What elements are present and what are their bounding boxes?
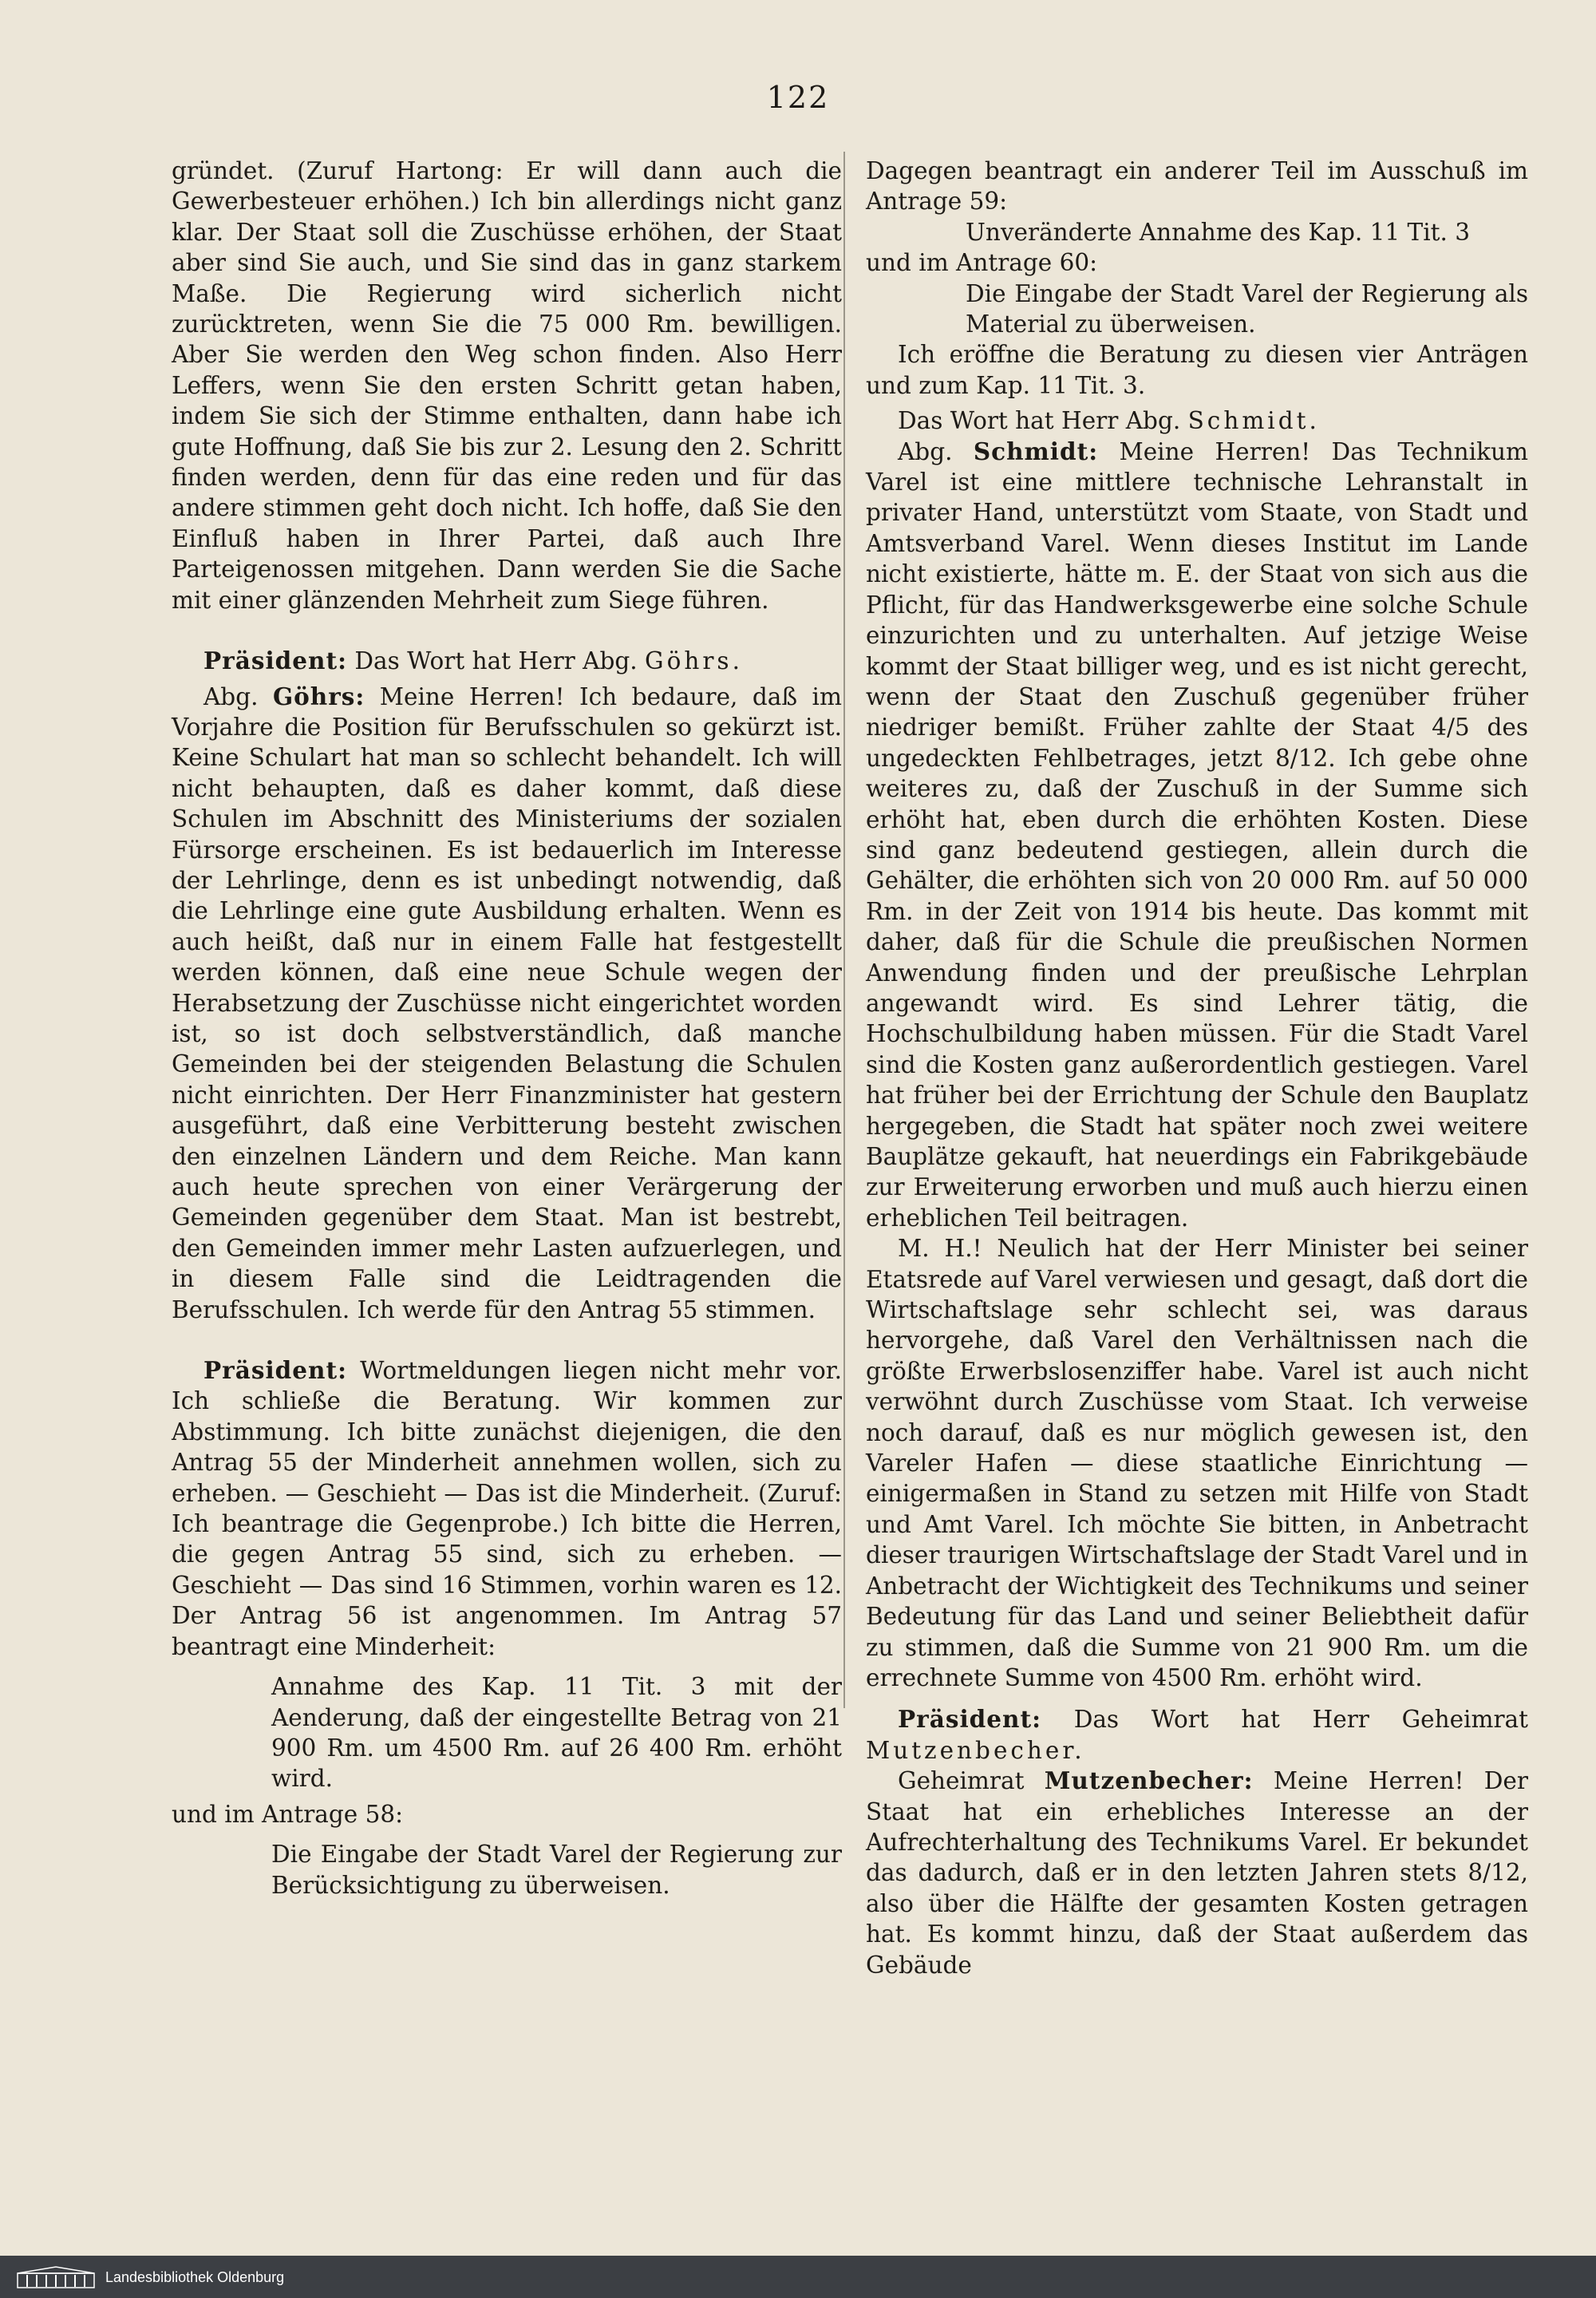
speaker-name: Mutzenbecher. <box>866 1736 1085 1764</box>
speaker-label: Präsident: <box>203 1356 348 1385</box>
title-prefix: Geheimrat <box>898 1767 1025 1795</box>
footer <box>16 2265 284 2289</box>
speaker-name: Göhrs. <box>645 647 743 675</box>
paragraph <box>866 437 1528 1234</box>
motion-quote: Annahme des Kap. 11 Tit. 3 mit der Aenderung, daß der eingestellte Betrag von 21 900 Rm. um 4500 Rm. auf 26 400 Rm. erhöht wird. <box>271 1673 842 1793</box>
speech-text: Das Wort hat Herr Abg. <box>898 407 1181 435</box>
speech-text: Das Wort hat Herr Geheimrat <box>1073 1706 1528 1734</box>
paragraph: und im Antrage 60: <box>866 249 1098 277</box>
motion-quote: Die Eingabe der Stadt Varel der Regierung zur Berücksichtigung zu überweisen. <box>271 1841 842 1899</box>
paragraph <box>172 1355 842 1662</box>
library-name: Landesbibliothek Oldenburg <box>105 2268 285 2285</box>
title-prefix: Abg. <box>898 437 953 465</box>
motion-quote: Unveränderte Annahme des Kap. 11 Tit. 3 <box>966 218 1471 246</box>
speech-text: Meine Herren! Das Technikum Varel ist eine mittlere technische Lehranstalt in privater Hand, unterstützt vom Staate, von Stadt und Amtsverband Varel. Wenn dieses Institut im Lande nicht existierte, hätte m. E. der Staat von sich aus die Pflicht, für das Handwerksgewerbe eine solche Schule einzurichten und zu unterhalten. Auf jetzige Weise kommt der Staat billiger weg, und es ist nicht gerecht, wenn der Staat den Zuschuß gegenüber früher niedriger bemißt. Früher zahlte der Staat 4/5 des ungedeckten Fehlbetrages, jetzt 8/12. Ich gebe ohne weiteres zu, daß der Zuschuß in der Summe sich erhöht hat, eben durch die erhöhten Kosten. Diese sind ganz bedeutend gestiegen, allein durch die Gehälter, die erhöhten sich von 20 000 Rm. auf 50 000 Rm. in der Zeit von 1914 bis heute. Das kommt mit daher, daß für die Schule die preußischen Normen Anwendung finden und der preußische Lehrplan angewandt wird. Es sind Lehrer tätig, die Hochschulbildung haben müssen. Für die Stadt Varel sind die Kosten ganz außerordentlich gestiegen. Varel hat früher bei der Errichtung der Schule den Bauplatz hergegeben, die Stadt hat später noch zwei weitere Bauplätze gekauft, hat neuerdings ein Fabrikgebäude zur Erweiterung erworben und muß auch hierzu einen erheblichen Teil beitragen. <box>866 437 1528 1232</box>
title-prefix: Abg. <box>203 682 259 710</box>
paragraph <box>866 1766 1528 1980</box>
library-building-icon <box>16 2265 96 2289</box>
speaker-label: Präsident: <box>898 1705 1042 1734</box>
left-column <box>172 156 842 1900</box>
speaker-label: Schmidt: <box>973 437 1099 465</box>
speech-text: Das Wort hat Herr Abg. <box>354 647 638 675</box>
motion-quote: Die Eingabe der Stadt Varel der Regierung als Material zu überweisen. <box>966 279 1528 338</box>
paragraph <box>866 405 1528 436</box>
speech-text: Meine Herren! Der Staat hat ein erhebliches Interesse an der Aufrechterhaltung des Technikums Varel. Er bekundet das dadurch, daß er in den letzten Jahren stets 8/12, also über die Hälfte der gesamten Kosten getragen hat. Es kommt hinzu, daß der Staat außerdem das Gebäude <box>866 1767 1528 1979</box>
paragraph: Dagegen beantragt ein anderer Teil im Ausschuß im Antrage 59: <box>866 157 1528 216</box>
speaker-name: Schmidt. <box>1187 407 1320 435</box>
right-column <box>866 156 1528 1980</box>
paragraph: und im Antrage 58: <box>172 1800 404 1828</box>
paragraph: Ich eröffne die Beratung zu diesen vier Anträgen und zum Kap. 11 Tit. 3. <box>866 341 1528 399</box>
speech-text: Wortmeldungen liegen nicht mehr vor. Ich schließe die Beratung. Wir kommen zur Abstimmung. Ich bitte zunächst diejenigen, die den Antrag 55 der Minderheit annehmen wollen, sich zu erheben. — Geschieht — Das ist die Minderheit. (Zuruf: Ich beantrage die Gegenprobe.) Ich bitte die Herren, die gegen Antrag 55 sind, sich zu erheben. — Geschieht — Das sind 16 Stimmen, vorhin waren es 12. Der Antrag 56 ist angenommen. Im Antrag 57 beantragt eine Minderheit: <box>172 1357 842 1660</box>
speaker-label: Präsident: <box>203 647 348 675</box>
paragraph <box>172 646 842 676</box>
column-divider <box>843 152 845 1708</box>
speaker-label: Mutzenbecher: <box>1044 1766 1254 1795</box>
paragraph <box>172 682 842 1326</box>
speaker-label: Göhrs: <box>272 682 365 710</box>
paragraph: gründet. (Zuruf Hartong: Er will dann auch die Gewerbesteuer erhöhen.) Ich bin allerdings nicht ganz klar. Der Staat soll die Zuschüsse erhöhen, der Staat aber sind Sie auch, und Sie sind das in ganz starkem Maße. Die Regierung wird sicherlich nicht zurücktreten, wenn Sie die 75 000 Rm. bewilligen. Aber Sie werden den Weg schon finden. Also Herr Leffers, wenn Sie den ersten Schritt getan haben, indem Sie sich der Stimme enthalten, dann habe ich gute Hoffnung, daß Sie bis zur 2. Lesung den 2. Schritt finden werden, denn für das eine reden und für das andere stimmen geht doch nicht. Ich hoffe, daß Sie den Einfluß haben in Ihrer Partei, daß auch Ihre Parteigenossen mitgehen. Dann werden Sie die Sache mit einer glänzenden Mehrheit zum Siege führen. <box>172 157 842 614</box>
paragraph <box>866 1704 1528 1766</box>
page-number: 122 <box>766 80 830 115</box>
paragraph: M. H.! Neulich hat der Herr Minister bei seiner Etatsrede auf Varel verwiesen und gesagt, daß dort die Wirtschaftslage sehr schlecht sei, was daraus hervorgehe, daß Varel den Verhältnissen nach die größte Erwerbslosenziffer habe. Varel ist auch nicht verwöhnt durch Zuschüsse vom Staat. Ich verweise noch darauf, daß es nur möglich gewesen ist, den Vareler Hafen — diese staatliche Einrichtung — einigermaßen in Stand zu setzen mit Hilfe von Stadt und Amt Varel. Ich möchte Sie bitten, in Anbetracht dieser traurigen Wirtschaftslage der Stadt Varel und in Anbetracht der Wichtigkeit des Technikums und seiner Bedeutung für das Land und seiner Beliebtheit dafür zu stimmen, daß die Summe von 21 900 Rm. um die errechnete Summe von 4500 Rm. erhöht wird. <box>866 1235 1528 1691</box>
speech-text: Meine Herren! Ich bedaure, daß im Vorjahre die Position für Berufsschulen so gekürzt ist. Keine Schulart hat man so schlecht behandelt. Ich will nicht behaupten, daß es daher kommt, daß diese Schulen im Abschnitt des Ministeriums der sozialen Fürsorge erscheinen. Es ist bedauerlich im Interesse der Lehrlinge, denn es ist unbedingt notwendig, daß die Lehrlinge eine gute Ausbildung erhalten. Wenn es auch heißt, daß nur in einem Falle hat festgestellt werden können, daß eine neue Schule wegen der Herabsetzung der Zuschüsse nicht eingerichtet worden ist, so ist doch selbstverständlich, daß manche Gemeinden bei der steigenden Belastung die Schulen nicht einrichten. Der Herr Finanzminister hat gestern ausgeführt, daß eine Verbitterung besteht zwischen den einzelnen Ländern und dem Reiche. Man kann auch heute sprechen von einer Verärgerung der Gemeinden gegenüber dem Staat. Man ist bestrebt, den Gemeinden immer mehr Lasten aufzuerlegen, und in diesem Falle sind die Leidtragenden die Berufsschulen. Ich werde für den Antrag 55 stimmen. <box>172 682 842 1323</box>
